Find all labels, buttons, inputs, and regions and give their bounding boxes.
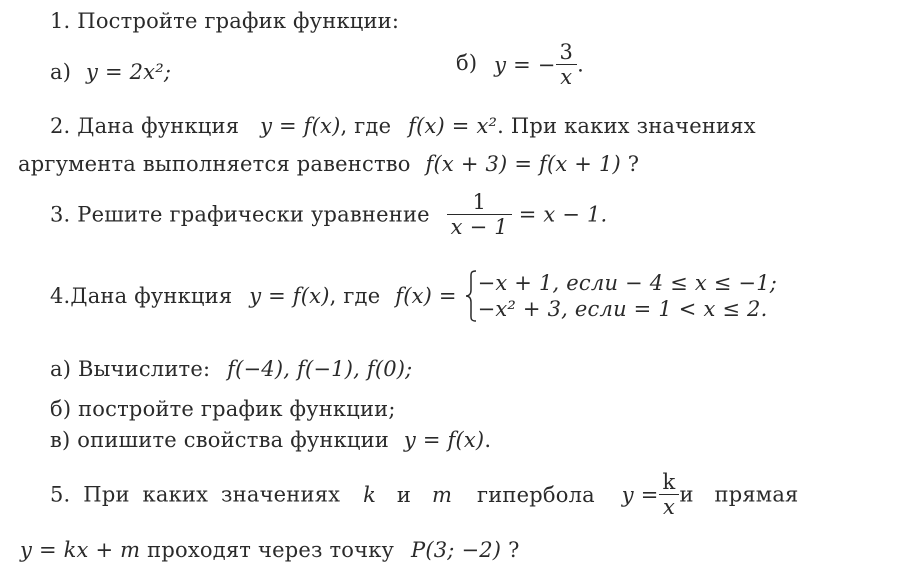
task1-b-fraction: $\frac{3}{x}$ — [556, 40, 578, 89]
task1-header: 1. Постройте график функции: — [50, 9, 400, 33]
task1-part-b: б) y = − $\frac{3}{x}$ . — [456, 40, 584, 89]
brace-icon — [464, 270, 478, 322]
task4-part-c: в) опишите свойства функции y = f(x). — [50, 428, 492, 452]
task4-part-b: б) постройте график функции; — [50, 397, 396, 421]
task4-case-1: −x + 1, если − 4 ≤ x ≤ −1; — [477, 271, 778, 295]
task2-line1: 2. Дана функция y = f(x), где f(x) = x². При каких значениях — [50, 114, 756, 138]
task1-part-a: а) y = 2x²; — [50, 60, 172, 84]
task2-line2: аргумента выполняется равенство f(x + 3) = f(x + 1) ? — [18, 152, 640, 176]
task4-piecewise-system — [464, 270, 777, 322]
task4-case-2: −x² + 3, если = 1 < x ≤ 2. — [477, 297, 768, 321]
task4-line: 4.Дана функция y = f(x), где f(x) = −x + 1, если − 4 ≤ x ≤ −1; −x² + 3, если = 1 < x ≤ 2. — [50, 271, 778, 321]
task5-fraction: $\frac{k}{x}$ — [659, 470, 680, 519]
task5-line1: 5. При каких значениях k и m гипербола y = $\frac{k}{x}$ и прямая — [50, 470, 799, 519]
task3-fraction: $\frac{1}{x - 1}$ — [447, 190, 512, 239]
task4-part-a: а) Вычислите: f(−4), f(−1), f(0); — [50, 357, 413, 381]
task3-line: 3. Решите графически уравнение $\frac{1}{x - 1}$ = x − 1. — [50, 190, 608, 239]
task5-line2: y = kx + m проходят через точку P(3; −2) ? — [20, 538, 520, 562]
